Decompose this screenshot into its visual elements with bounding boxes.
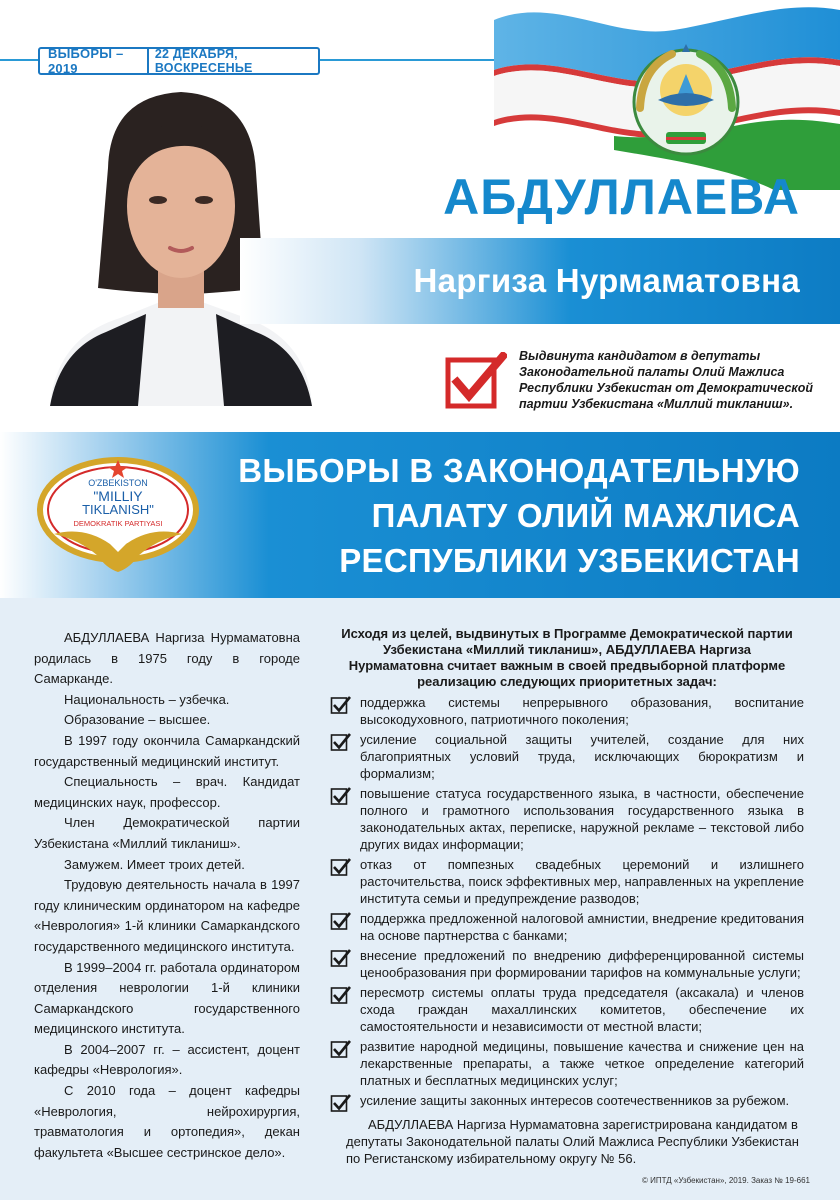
platform-task-item — [330, 910, 804, 944]
platform-task-text: поддержка системы непрерывного образования, воспитание высокодуховного, патриотичного поколения; — [360, 695, 804, 727]
state-emblem-icon — [622, 38, 750, 160]
checkbox-checked-icon — [330, 1039, 352, 1059]
bio-paragraph: С 2010 года – доцент кафедры «Неврология, нейрохирургия, травматология и ортопедия», декан факультета «Высшее сестринское дело». — [34, 1083, 300, 1160]
election-date-tag — [38, 47, 320, 75]
bio-paragraph: АБДУЛЛАЕВА Наргиза Нурмаматовна родилась в 1975 году в городе Самарканде. — [34, 630, 300, 687]
bio-paragraph: Замужем. Имеет троих детей. — [64, 856, 245, 872]
platform-task-item — [330, 785, 804, 853]
platform-task-text: повышение статуса государственного языка, в частности, обеспечение полного и грамотного использования государственного языка в законодательных актах, переписке, наружной рекламе – текстовой либо других видах информации; — [360, 786, 804, 852]
platform-task-list — [330, 694, 804, 1113]
party-logo-line-4: DEMOKRATIK PARTIYASI — [73, 519, 163, 528]
checkbox-checked-icon — [330, 786, 352, 806]
checkbox-checked-icon — [330, 732, 352, 752]
nomination-statement: Выдвинута кандидатом в депутаты Законодательной палаты Олий Мажлиса Республики Узбекистан от Демократической партии Узбекистана «Миллий тикланиш». — [519, 349, 814, 411]
bio-paragraph: Национальность – узбечка. — [64, 691, 230, 707]
platform-task-text: поддержка предложенной налоговой амнистии, внедрение кредитования на основе партнерства с банками; — [360, 911, 804, 943]
checkbox-checked-icon — [330, 695, 352, 715]
checkbox-checked-icon — [330, 948, 352, 968]
platform-task-text: развитие народной медицины, повышение качества и снижение цен на лекарственные препараты, а также четкое определение категорий платных и бесплатных медицинских услуг; — [360, 1039, 804, 1088]
checkbox-checked-icon — [330, 911, 352, 931]
ballot-checkbox-icon — [445, 352, 507, 410]
platform-task-text: пересмотр системы оплаты труда председателя (аксакала) и членов схода граждан махаллинских комитетов, обеспечение их самостоятельности и независимости от местной власти; — [360, 985, 804, 1034]
election-date: 22 ДЕКАБРЯ, ВОСКРЕСЕНЬЕ — [154, 47, 253, 75]
party-logo-line-2: "MILLIY — [93, 488, 143, 504]
party-logo-line-3: TIKLANISH" — [82, 502, 154, 517]
platform-task-item — [330, 1092, 804, 1113]
checkbox-checked-icon — [330, 1093, 352, 1113]
platform-intro: Исходя из целей, выдвинутых в Программе Демократической партии Узбекистана «Миллий тикланиш», АБДУЛЛАЕВА Наргиза Нурмаматовна считает важным в своей предвыборной платформе реализацию следующих приоритетных задач: — [341, 626, 793, 689]
headline-line-3: РЕСПУБЛИКИ УЗБЕКИСТАН — [339, 542, 800, 579]
platform-task-item — [330, 731, 804, 782]
platform-task-text: отказ от помпезных свадебных церемоний и излишнего расточительства, поиск эффективных мер, направленных на укрепление института семьи и предупреждение разводов; — [360, 857, 804, 906]
checkbox-checked-icon — [330, 857, 352, 877]
platform-task-item — [330, 984, 804, 1035]
platform-task-text: усиление защиты законных интересов соотечественников за рубежом. — [360, 1093, 790, 1108]
print-footer: © ИПТД «Узбекистан», 2019. Заказ № 19-661 — [642, 1176, 810, 1185]
bio-paragraph: В 1999–2004 гг. работала ординатором отделения неврологии 1-й клиники Самаркандского государственного медицинского института. — [34, 959, 300, 1037]
election-headline — [238, 448, 800, 583]
platform-task-item — [330, 694, 804, 728]
election-label: ВЫБОРЫ – 2019 — [40, 49, 149, 73]
candidate-given-names: Наргиза Нурмаматовна — [413, 262, 800, 299]
platform-task-item — [330, 1038, 804, 1089]
headline-line-1: ВЫБОРЫ В ЗАКОНОДАТЕЛЬНУЮ — [238, 452, 800, 489]
party-logo — [34, 456, 202, 574]
platform-task-text: усиление социальной защиты учителей, создание для них благоприятных условий труда, исключающих бюрократизм и формализм; — [360, 732, 804, 781]
platform-task-item — [330, 947, 804, 981]
bio-paragraph: Трудовую деятельность начала в 1997 году клиническим ординатором на кафедре «Неврология» 1-й клиники Самаркандского государственного медицинского института. — [34, 877, 300, 954]
bio-paragraph: В 2004–2007 гг. – ассистент, доцент кафедры «Неврология». — [34, 1041, 300, 1078]
biography — [34, 628, 300, 1163]
registration-statement: АБДУЛЛАЕВА Наргиза Нурмаматовна зарегистрирована кандидатом в депутаты Законодательной палаты Олий Мажлиса Республики Узбекистан по Регистанскому избирательному округу № 56. — [346, 1117, 799, 1166]
bio-paragraph: Образование – высшее. — [64, 712, 211, 728]
bio-paragraph: Член Демократической партии Узбекистана «Миллий тикланиш». — [34, 815, 300, 851]
checkbox-checked-icon — [330, 985, 352, 1005]
candidate-surname: АБДУЛЛАЕВА — [443, 169, 800, 225]
platform-task-item — [330, 856, 804, 907]
headline-line-2: ПАЛАТУ ОЛИЙ МАЖЛИСА — [371, 497, 800, 534]
bio-paragraph: В 1997 году окончила Самаркандский государственный медицинский институт. — [34, 732, 300, 769]
party-logo-line-1: O'ZBEKISTON — [88, 478, 148, 488]
election-platform — [330, 626, 804, 1167]
bio-paragraph: Специальность – врач. Кандидат медицинских наук, профессор. — [34, 774, 300, 810]
platform-task-text: внесение предложений по внедрению дифференцированной системы ценообразования при формировании тарифов на коммунальные услуги; — [360, 948, 804, 980]
